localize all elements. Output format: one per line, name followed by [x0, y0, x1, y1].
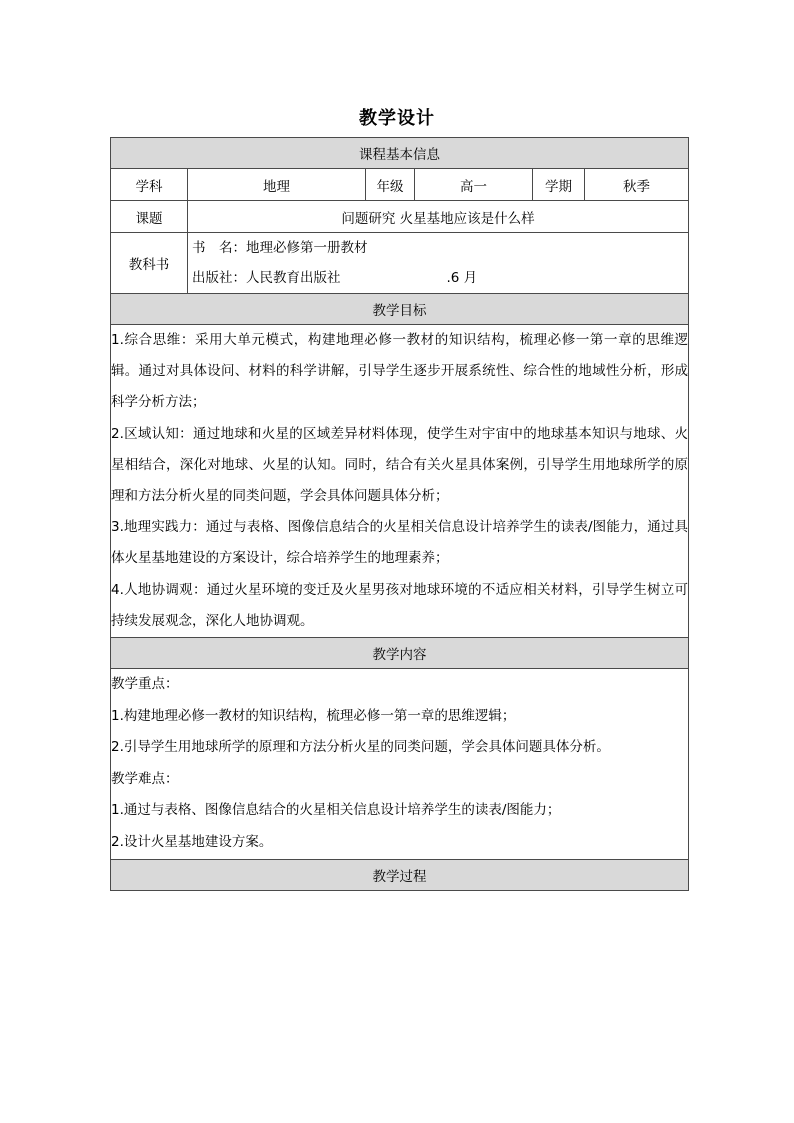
- key-point-item: 2.引导学生用地球所学的原理和方法分析火星的同类问题，学会具体问题具体分析。: [111, 739, 610, 756]
- objective-item: 3.地理实践力：通过与表格、图像信息结合的火星相关信息设计培养学生的读表/图能力，通过具体火星基地建设的方案设计，综合培养学生的地理素养；: [111, 519, 689, 567]
- term-value: 秋季: [585, 169, 689, 201]
- grade-label: 年级: [366, 169, 415, 201]
- grade-value: 高一: [415, 169, 533, 201]
- subject-value: 地理: [188, 169, 366, 201]
- textbook-label: 教科书: [111, 233, 188, 294]
- publisher: 出版社：人民教育出版社: [192, 270, 341, 286]
- lesson-plan-table: [110, 137, 689, 891]
- section-header-content: 教学内容: [111, 638, 689, 669]
- objective-item: 2.区域认知：通过地球和火星的区域差异材料体现，使学生对宇宙中的地球基本知识与地球、火星相结合，深化对地球、火星的认知。同时，结合有关火星具体案例，引导学生用地球所学的原理和方法分析火星的同类问题，学会具体问题具体分析；: [111, 425, 689, 505]
- topic-row: [111, 201, 689, 233]
- difficulties-label: 教学难点：: [111, 770, 179, 787]
- term-label: 学期: [533, 169, 585, 201]
- content-row: [111, 669, 689, 860]
- basic-info-row: [111, 169, 689, 201]
- textbook-info: [188, 233, 689, 294]
- publish-date: .6 月: [446, 270, 478, 286]
- section-header-process: 教学过程: [111, 859, 689, 890]
- objective-item: 1.综合思维：采用大单元模式，构建地理必修一教材的知识结构，梳理必修一第一章的思维逻辑。通过对具体设问、材料的科学讲解，引导学生逐步开展系统性、综合性的地域性分析，形成科学分析方法；: [111, 332, 689, 411]
- section-header-objectives: 教学目标: [111, 294, 689, 325]
- book-name: 书 名：地理必修第一册教材: [192, 240, 368, 256]
- key-points-label: 教学重点：: [111, 676, 179, 693]
- key-point-item: 1.构建地理必修一教材的知识结构，梳理必修一第一章的思维逻辑；: [111, 707, 516, 724]
- objectives-cell: [111, 325, 689, 638]
- textbook-row: [111, 233, 689, 294]
- difficulty-item: 2.设计火星基地建设方案。: [111, 834, 273, 850]
- topic-value: 问题研究 火星基地应该是什么样: [188, 201, 689, 233]
- content-cell: [111, 669, 689, 860]
- objective-item: 4.人地协调观：通过火星环境的变迁及火星男孩对地球环境的不适应相关材料，引导学生树立可持续发展观念，深化人地协调观。: [111, 581, 689, 629]
- section-header-basic-info: 课程基本信息: [111, 138, 689, 169]
- difficulty-item: 1.通过与表格、图像信息结合的火星相关信息设计培养学生的读表/图能力；: [111, 802, 561, 819]
- objectives-row: [111, 325, 689, 638]
- topic-label: 课题: [111, 201, 188, 233]
- document-title: 教学设计: [359, 108, 435, 129]
- publisher-line: [188, 263, 688, 293]
- subject-label: 学科: [111, 169, 188, 201]
